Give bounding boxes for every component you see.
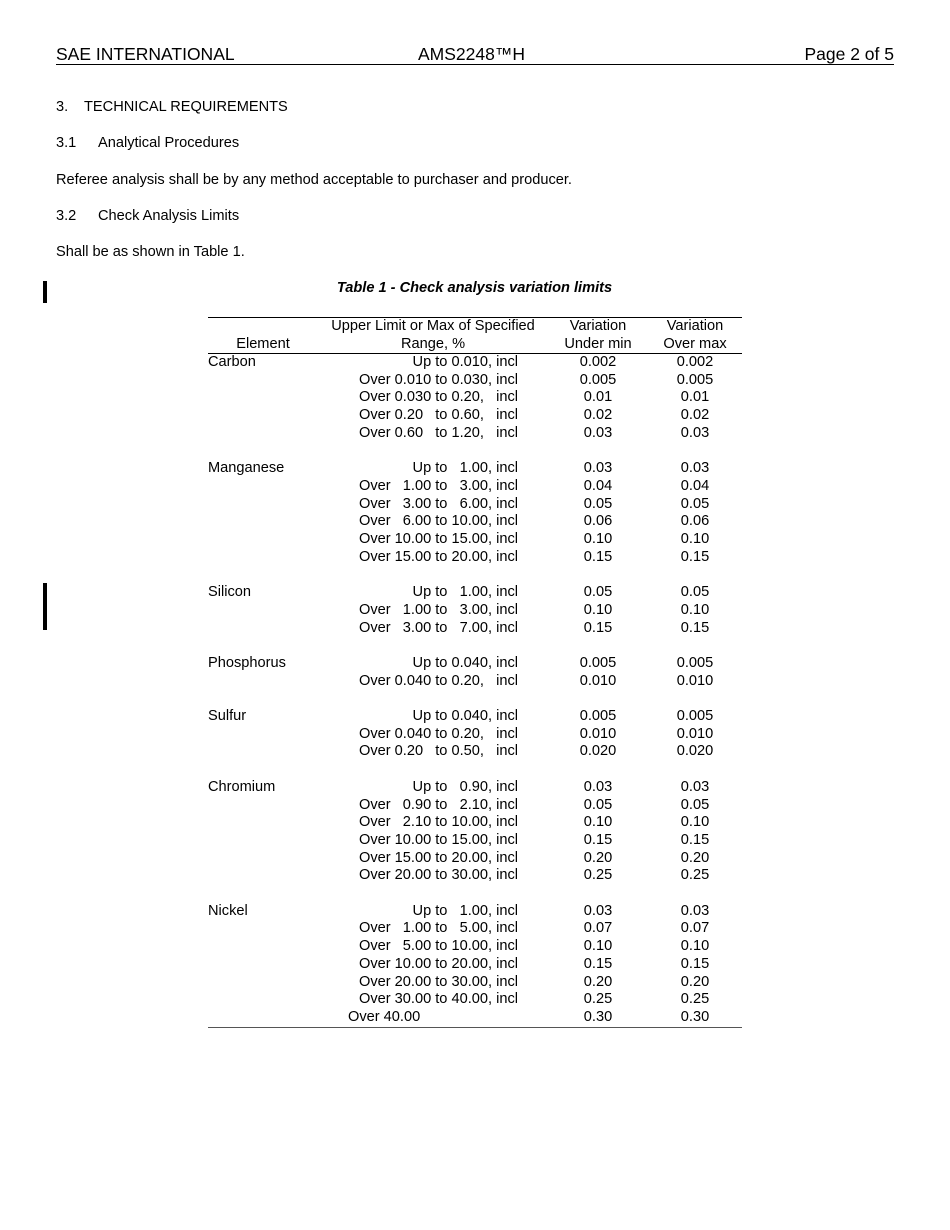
cell-under-min: 0.05 (583, 495, 613, 512)
cell-over-max: 0.03 (680, 424, 710, 441)
table-row (208, 797, 742, 815)
cell-over-max: 0.10 (680, 531, 710, 548)
cell-element (208, 531, 318, 549)
spacer-cell (318, 761, 548, 779)
revision-bar (43, 281, 47, 303)
cell-range: Over 0.030 to 0.20, incl (359, 389, 518, 406)
cell-element (208, 513, 318, 531)
table-row (208, 1009, 742, 1027)
cell-over-max: 0.10 (680, 601, 710, 618)
cell-under-min: 0.002 (579, 354, 617, 370)
cell-over-max: 0.06 (680, 513, 710, 530)
spacer-cell (548, 690, 648, 708)
cell-range: Over 40.00 (318, 1009, 548, 1027)
spacer-cell (548, 443, 648, 461)
cell-element (208, 407, 318, 425)
cell-element: Phosphorus (208, 654, 286, 671)
cell-range: Over 30.00 to 40.00, incl (358, 991, 518, 1008)
section-number: 3.2 (56, 208, 77, 224)
cell-under-min: 0.25 (583, 867, 613, 884)
spacer-cell (318, 885, 548, 903)
cell-element (208, 974, 318, 992)
cell-under-min: 0.005 (579, 371, 617, 388)
cell-element (208, 673, 318, 691)
table-row (208, 549, 742, 567)
section-number: 3. (56, 99, 69, 115)
table-row (208, 531, 742, 549)
cell-range: Over 6.00 to 10.00, incl (359, 513, 518, 530)
cell-under-min: 0.10 (583, 814, 613, 831)
spacer-cell (208, 761, 318, 779)
cell-range: Over 2.10 to 10.00, incl (359, 814, 518, 831)
cell-range: Over 1.00 to 3.00, incl (359, 477, 518, 494)
table-row (208, 743, 742, 761)
table-row (208, 584, 742, 602)
cell-element (208, 602, 318, 620)
spacer-cell (208, 637, 318, 655)
spacer-cell (208, 443, 318, 461)
header-under-min: Variation Under min (548, 318, 648, 354)
cell-element (208, 726, 318, 744)
cell-over-max: 0.15 (680, 831, 710, 848)
table-row (208, 814, 742, 832)
cell-element (208, 1009, 318, 1027)
table-row (208, 850, 742, 868)
group-spacer (208, 885, 742, 903)
table-row (208, 496, 742, 514)
cell-range: Over 10.00 to 15.00, incl (358, 831, 518, 848)
spacer-cell (208, 885, 318, 903)
cell-over-max: 0.05 (680, 796, 710, 813)
cell-over-max: 0.005 (676, 654, 714, 671)
cell-over-max: 0.002 (676, 354, 714, 370)
table-row (208, 372, 742, 390)
spacer-cell (548, 566, 648, 584)
section-title: TECHNICAL REQUIREMENTS (84, 99, 288, 115)
cell-range: Over 0.60 to 1.20, incl (359, 424, 518, 441)
cell-over-max: 0.15 (680, 619, 710, 636)
cell-under-min: 0.04 (583, 477, 613, 494)
cell-range: Over 0.20 to 0.60, incl (359, 407, 518, 424)
section-3-1-heading (56, 134, 239, 152)
spacer-cell (208, 566, 318, 584)
revision-bar (43, 583, 47, 630)
cell-over-max: 0.10 (680, 938, 710, 955)
cell-under-min: 0.15 (583, 548, 613, 565)
cell-range: Over 0.90 to 2.10, incl (359, 796, 518, 813)
cell-range: Up to 1.00, incl (412, 584, 518, 601)
cell-over-max: 0.03 (680, 902, 710, 919)
cell-over-max: 0.01 (680, 389, 710, 406)
table-row (208, 655, 742, 673)
table-row (208, 513, 742, 531)
cell-range: Over 10.00 to 15.00, incl (358, 531, 518, 548)
table-row (208, 620, 742, 638)
cell-under-min: 0.005 (579, 708, 617, 724)
section-title: Check Analysis Limits (98, 208, 240, 224)
section-title: Analytical Procedures (98, 135, 240, 151)
cell-element: Sulfur (208, 708, 247, 724)
spacer-cell (318, 443, 548, 461)
cell-over-max: 0.05 (680, 584, 710, 601)
cell-under-min: 0.05 (583, 796, 613, 813)
cell-element (208, 991, 318, 1009)
cell-range: Over 1.00 to 5.00, incl (359, 920, 518, 937)
cell-element (208, 425, 318, 443)
cell-element (208, 832, 318, 850)
table-row (208, 673, 742, 691)
table-caption: Table 1 - Check analysis variation limits (336, 280, 613, 296)
cell-element (208, 620, 318, 638)
cell-element (208, 850, 318, 868)
cell-range: Up to 0.040, incl (412, 708, 518, 724)
cell-under-min: 0.15 (583, 955, 613, 972)
cell-under-min: 0.10 (583, 938, 613, 955)
cell-range: Over 0.010 to 0.030, incl (358, 371, 518, 388)
table-row (208, 956, 742, 974)
spacer-cell (648, 443, 742, 461)
cell-element (208, 372, 318, 390)
cell-under-min: 0.25 (583, 991, 613, 1008)
spacer-cell (648, 566, 742, 584)
group-spacer (208, 443, 742, 461)
group-spacer (208, 690, 742, 708)
cell-element: Nickel (208, 902, 248, 919)
cell-over-max: 0.30 (648, 1009, 742, 1027)
cell-over-max: 0.25 (680, 867, 710, 884)
cell-under-min: 0.30 (548, 1009, 648, 1027)
cell-under-min: 0.20 (583, 973, 613, 990)
table-row (208, 726, 742, 744)
cell-range: Over 15.00 to 20.00, incl (358, 548, 518, 565)
cell-range: Up to 0.040, incl (412, 654, 518, 671)
cell-element (208, 389, 318, 407)
table-row (208, 991, 742, 1009)
cell-range: Over 5.00 to 10.00, incl (359, 938, 518, 955)
cell-range: Over 15.00 to 20.00, incl (358, 849, 518, 866)
section-3-heading (56, 98, 288, 116)
cell-over-max: 0.03 (680, 778, 710, 795)
cell-range: Over 0.040 to 0.20, incl (359, 672, 518, 689)
spacer-cell (648, 761, 742, 779)
cell-range: Up to 1.00, incl (412, 460, 518, 477)
cell-over-max: 0.15 (680, 548, 710, 565)
table-body (208, 354, 742, 1028)
cell-under-min: 0.10 (583, 601, 613, 618)
cell-range: Over 20.00 to 30.00, incl (358, 867, 518, 884)
table-row (208, 602, 742, 620)
section-3-1-text: Referee analysis shall be by any method acceptable to purchaser and producer. (56, 172, 572, 188)
cell-over-max: 0.20 (680, 973, 710, 990)
cell-under-min: 0.03 (583, 778, 613, 795)
cell-under-min: 0.15 (583, 831, 613, 848)
cell-element (208, 496, 318, 514)
table-row (208, 903, 742, 921)
cell-element: Carbon (208, 354, 256, 370)
cell-range: Over 10.00 to 20.00, incl (358, 955, 518, 972)
cell-under-min: 0.005 (579, 654, 617, 671)
cell-range: Over 1.00 to 3.00, incl (359, 601, 518, 618)
cell-element (208, 920, 318, 938)
group-spacer (208, 637, 742, 655)
cell-element: Silicon (208, 584, 251, 601)
cell-over-max: 0.25 (680, 991, 710, 1008)
table-row (208, 354, 742, 372)
cell-under-min: 0.10 (583, 531, 613, 548)
table-row (208, 938, 742, 956)
cell-under-min: 0.03 (583, 460, 613, 477)
header-doc-number: AMS2248™H (418, 44, 525, 64)
page-header (56, 44, 894, 65)
cell-under-min: 0.06 (583, 513, 613, 530)
section-3-2-heading (56, 207, 239, 225)
cell-over-max: 0.04 (680, 477, 710, 494)
spacer-cell (208, 690, 318, 708)
table-row (208, 974, 742, 992)
cell-under-min: 0.02 (583, 407, 613, 424)
spacer-cell (318, 566, 548, 584)
table-header-row (208, 318, 742, 354)
spacer-cell (648, 690, 742, 708)
spacer-cell (548, 885, 648, 903)
cell-element (208, 938, 318, 956)
cell-over-max: 0.20 (680, 849, 710, 866)
cell-under-min: 0.15 (583, 619, 613, 636)
cell-over-max: 0.005 (676, 708, 714, 724)
table-row (208, 389, 742, 407)
header-range: Upper Limit or Max of Specified Range, % (318, 318, 548, 354)
cell-over-max: 0.010 (676, 725, 714, 742)
cell-over-max: 0.020 (676, 743, 714, 760)
table-row (208, 478, 742, 496)
cell-under-min: 0.07 (583, 920, 613, 937)
cell-over-max: 0.010 (676, 672, 714, 689)
cell-over-max: 0.02 (680, 407, 710, 424)
cell-under-min: 0.03 (583, 424, 613, 441)
cell-element (208, 814, 318, 832)
cell-over-max: 0.005 (676, 371, 714, 388)
spacer-cell (318, 690, 548, 708)
section-number: 3.1 (56, 135, 77, 151)
cell-range: Up to 0.010, incl (412, 354, 518, 370)
cell-under-min: 0.20 (583, 849, 613, 866)
cell-element (208, 797, 318, 815)
cell-over-max: 0.05 (680, 495, 710, 512)
cell-element (208, 743, 318, 761)
header-over-max: Variation Over max (648, 318, 742, 354)
cell-under-min: 0.01 (583, 389, 613, 406)
table-row (208, 460, 742, 478)
cell-range: Over 20.00 to 30.00, incl (358, 973, 518, 990)
group-spacer (208, 566, 742, 584)
cell-under-min: 0.020 (579, 743, 617, 760)
cell-element (208, 956, 318, 974)
cell-under-min: 0.010 (579, 672, 617, 689)
cell-element: Chromium (208, 778, 276, 795)
table-row (208, 425, 742, 443)
spacer-cell (648, 637, 742, 655)
table-row (208, 920, 742, 938)
cell-over-max: 0.07 (680, 920, 710, 937)
cell-range: Up to 0.90, incl (412, 778, 518, 795)
cell-element (208, 549, 318, 567)
cell-under-min: 0.010 (579, 725, 617, 742)
cell-range: Over 3.00 to 6.00, incl (359, 495, 518, 512)
table-row (208, 832, 742, 850)
spacer-cell (318, 637, 548, 655)
cell-element (208, 867, 318, 885)
cell-over-max: 0.15 (680, 955, 710, 972)
header-org: SAE INTERNATIONAL (56, 44, 235, 64)
cell-over-max: 0.03 (680, 460, 710, 477)
cell-under-min: 0.05 (583, 584, 613, 601)
cell-range: Up to 1.00, incl (412, 902, 518, 919)
table-row (208, 407, 742, 425)
table-row (208, 708, 742, 726)
table-row (208, 867, 742, 885)
cell-under-min: 0.03 (583, 902, 613, 919)
spacer-cell (648, 885, 742, 903)
cell-range: Over 3.00 to 7.00, incl (359, 619, 518, 636)
section-3-2-text: Shall be as shown in Table 1. (56, 244, 245, 260)
spacer-cell (548, 637, 648, 655)
check-analysis-table (208, 317, 742, 1028)
cell-over-max: 0.10 (680, 814, 710, 831)
cell-element (208, 478, 318, 496)
cell-range: Over 0.040 to 0.20, incl (359, 725, 518, 742)
group-spacer (208, 761, 742, 779)
table-row (208, 779, 742, 797)
cell-element: Manganese (208, 460, 285, 477)
header-element: Element (208, 318, 318, 354)
header-page-number: Page 2 of 5 (804, 44, 894, 64)
spacer-cell (548, 761, 648, 779)
cell-range: Over 0.20 to 0.50, incl (359, 743, 518, 760)
